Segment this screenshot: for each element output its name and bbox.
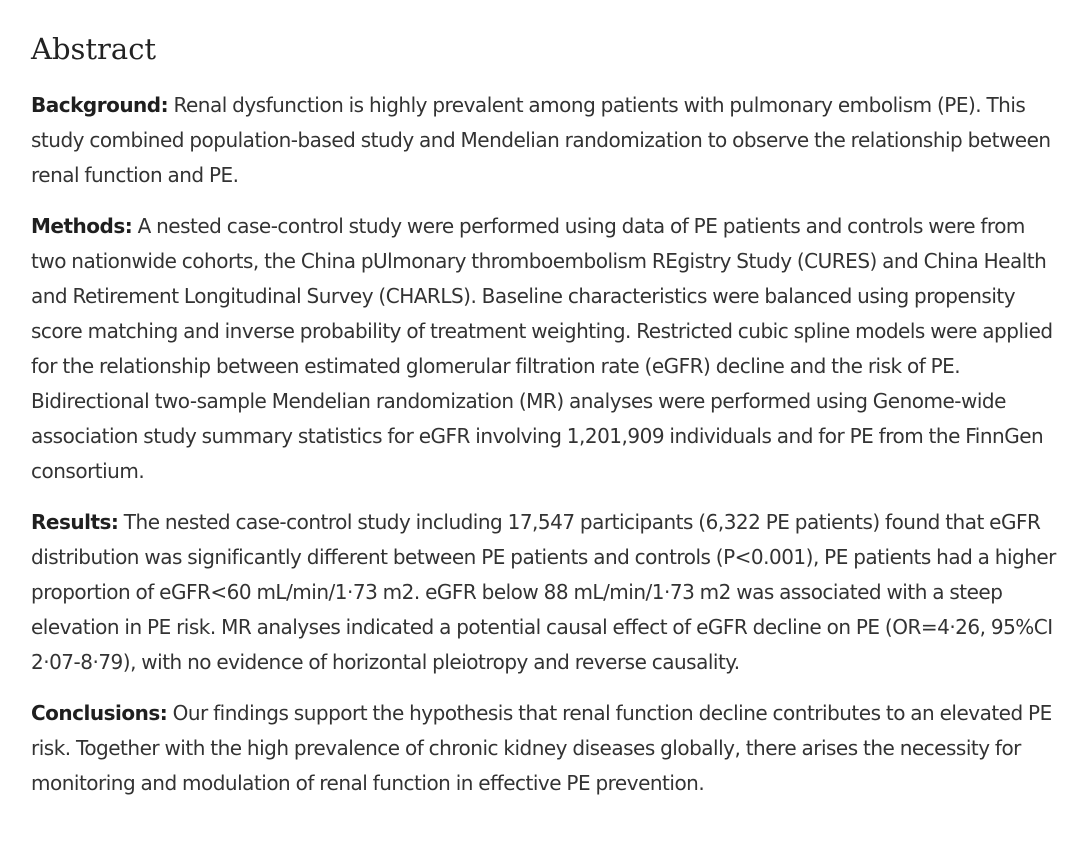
results-label: Results:	[31, 510, 119, 534]
abstract-container	[31, 30, 1061, 817]
results-paragraph	[31, 505, 1061, 680]
results-text: The nested case-control study including 17,547 participants (6,322 PE patients) found that eGFR distribution was significantly different between PE patients and controls (P<0.001), PE patients had a higher proportion of eGFR<60 mL/min/1·73 m2. eGFR below 88 mL/min/1·73 m2 was associated with a steep elevation in PE risk. MR analyses indicated a potential causal effect of eGFR decline on PE (OR=4·26, 95%CI 2·07-8·79), with no evidence of horizontal pleiotropy and reverse causality.	[31, 510, 1056, 674]
methods-label: Methods:	[31, 214, 133, 238]
methods-paragraph	[31, 209, 1061, 489]
conclusions-label: Conclusions:	[31, 701, 168, 725]
methods-text: A nested case-control study were performed using data of PE patients and controls were from two nationwide cohorts, the China pUlmonary thromboembolism REgistry Study (CURES) and China Health and Retirement Longitudinal Survey (CHARLS). Baseline characteristics were balanced using propensity score matching and inverse probability of treatment weighting. Restricted cubic spline models were applied for the relationship between estimated glomerular filtration rate (eGFR) decline and the risk of PE. Bidirectional two-sample Mendelian randomization (MR) analyses were performed using Genome-wide association study summary statistics for eGFR involving 1,201,909 individuals and for PE from the FinnGen consortium.	[31, 214, 1053, 483]
conclusions-text: Our findings support the hypothesis that renal function decline contributes to an elevated PE risk. Together with the high prevalence of chronic kidney diseases globally, there arises the necessity for monitoring and modulation of renal function in effective PE prevention.	[31, 701, 1052, 795]
background-paragraph	[31, 88, 1061, 193]
background-text: Renal dysfunction is highly prevalent among patients with pulmonary embolism (PE). This study combined population-based study and Mendelian randomization to observe the relationship between renal function and PE.	[31, 93, 1051, 187]
conclusions-paragraph	[31, 696, 1061, 801]
abstract-heading: Abstract	[31, 32, 157, 66]
background-label: Background:	[31, 93, 169, 117]
